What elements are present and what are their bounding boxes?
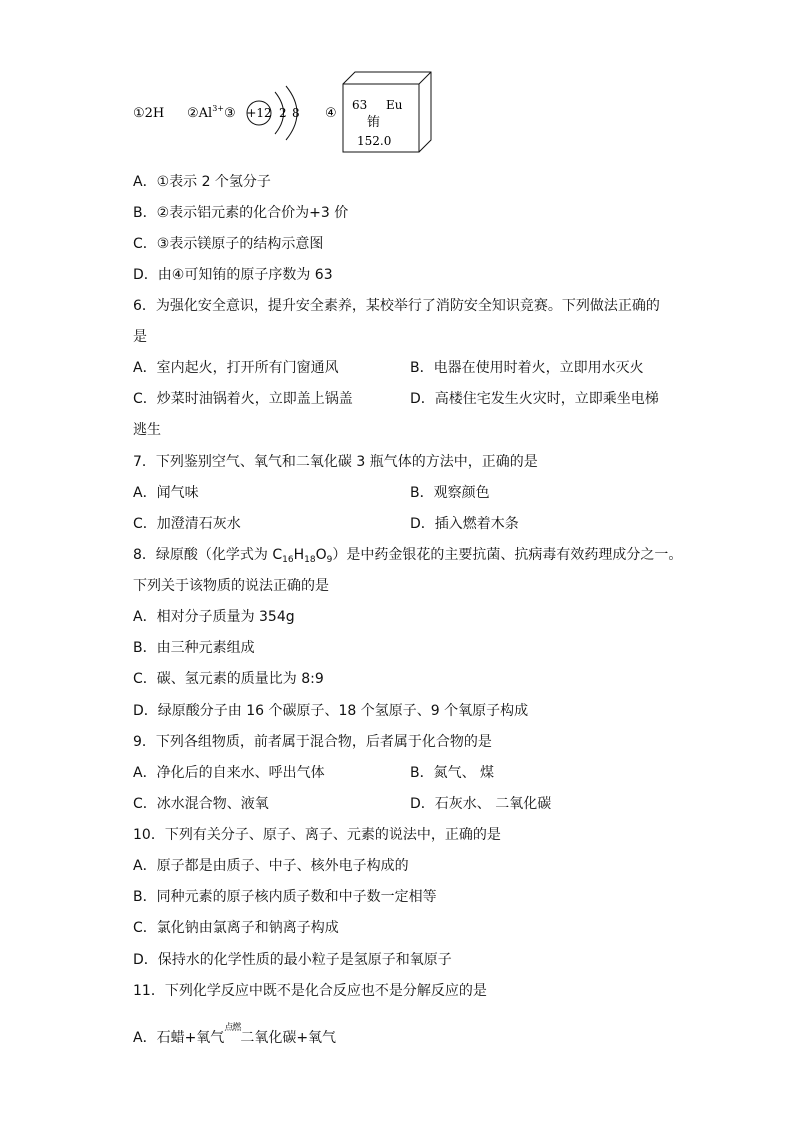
q5-option-d: D．由④可知铕的原子序数为 63 (133, 267, 333, 283)
element-symbol: Eu (386, 98, 403, 112)
q9-options-row1 (133, 764, 773, 782)
atom-structure-diagram (246, 86, 299, 140)
q6-stem-line2: 是 (133, 329, 147, 345)
q7-option-d: D．插入燃着木条 (410, 516, 519, 532)
q6-continuation: 逃生 (133, 422, 161, 438)
q9-option-c: C．冰水混合物、液氧 (133, 796, 269, 812)
reaction-condition: 点燃 (224, 1023, 241, 1033)
chemistry-symbols-figure (0, 70, 794, 160)
q11-stem: 11．下列化学反应中既不是化合反应也不是分解反应的是 (133, 983, 487, 999)
element-name: 铕 (367, 115, 381, 130)
q10-option-d: D．保持水的化学性质的最小粒子是氢原子和氧原子 (133, 952, 452, 968)
shell-1-count: 2 (279, 106, 287, 120)
q9-option-d: D．石灰水、 二氧化碳 (410, 796, 552, 812)
q6-option-d: D．高楼住宅发生火灾时，立即乘坐电梯 (410, 391, 659, 407)
q6-option-b: B．电器在使用时着火，立即用水灭火 (410, 360, 644, 376)
atomic-mass: 152.0 (357, 134, 392, 148)
item-2h: ①2H (133, 106, 165, 121)
item-4-label: ④ (325, 106, 337, 121)
q9-option-a: A．净化后的自来水、呼出气体 (133, 765, 325, 781)
q10-option-a: A．原子都是由质子、中子、核外电子构成的 (133, 858, 409, 874)
q9-options-row2 (133, 795, 773, 813)
q6-option-c: C．炒菜时油锅着火，立即盖上锅盖 (133, 391, 353, 407)
q8-option-d: D．绿原酸分子由 16 个碳原子、18 个氢原子、9 个氧原子构成 (133, 703, 529, 719)
q8-option-a: A．相对分子质量为 354g (133, 609, 295, 625)
q7-option-b: B．观察颜色 (410, 485, 490, 501)
q5-option-b: B．②表示铝元素的化合价为+3 价 (133, 205, 349, 221)
q9-option-b: B．氮气、 煤 (410, 765, 495, 781)
q7-stem: 7．下列鉴别空气、氧气和二氧化碳 3 瓶气体的方法中，正确的是 (133, 454, 538, 470)
q7-options-row1 (133, 484, 773, 502)
element-cell (343, 72, 431, 152)
q8-option-b: B．由三种元素组成 (133, 640, 255, 656)
q5-option-a: A．①表示 2 个氢分子 (133, 174, 271, 190)
q10-option-c: C．氯化钠由氯离子和钠离子构成 (133, 920, 339, 936)
atomic-number: 63 (352, 98, 368, 112)
q7-options-row2 (133, 515, 773, 533)
q8-option-c: C．碳、氢元素的质量比为 8:9 (133, 671, 324, 687)
q6-options-row2 (133, 390, 773, 408)
q11-option-a: A．石蜡+氧气$^{点燃}$二氧化碳+氧气 (133, 1023, 337, 1046)
q10-option-b: B．同种元素的原子核内质子数和中子数一定相等 (133, 889, 437, 905)
q8-stem-line1: 8．绿原酸（化学式为 $C_{16}H_{18}O_9$）是中药金银花的主要抗菌、抗病毒有效药理成分之一。 (133, 547, 683, 565)
q10-stem: 10．下列有关分子、原子、离子、元素的说法中，正确的是 (133, 827, 501, 843)
q7-option-c: C．加澄清石灰水 (133, 516, 241, 532)
shell-2-count: 8 (292, 106, 300, 120)
q7-option-a: A．闻气味 (133, 485, 199, 501)
q8-stem-line2: 下列关于该物质的说法正确的是 (133, 578, 329, 594)
q6-stem-line1: 6．为强化安全意识，提升安全素养，某校举行了消防安全知识竞赛。下列做法正确的 (133, 298, 660, 314)
q5-option-c: C．③表示镁原子的结构示意图 (133, 236, 324, 252)
item-al-ion: $②Al^{3+}③$ (187, 104, 236, 121)
q6-option-a: A．室内起火，打开所有门窗通风 (133, 360, 339, 376)
nucleus-charge: +12 (246, 106, 272, 120)
q9-stem: 9．下列各组物质，前者属于混合物，后者属于化合物的是 (133, 734, 492, 750)
q6-options-row1 (133, 359, 773, 377)
